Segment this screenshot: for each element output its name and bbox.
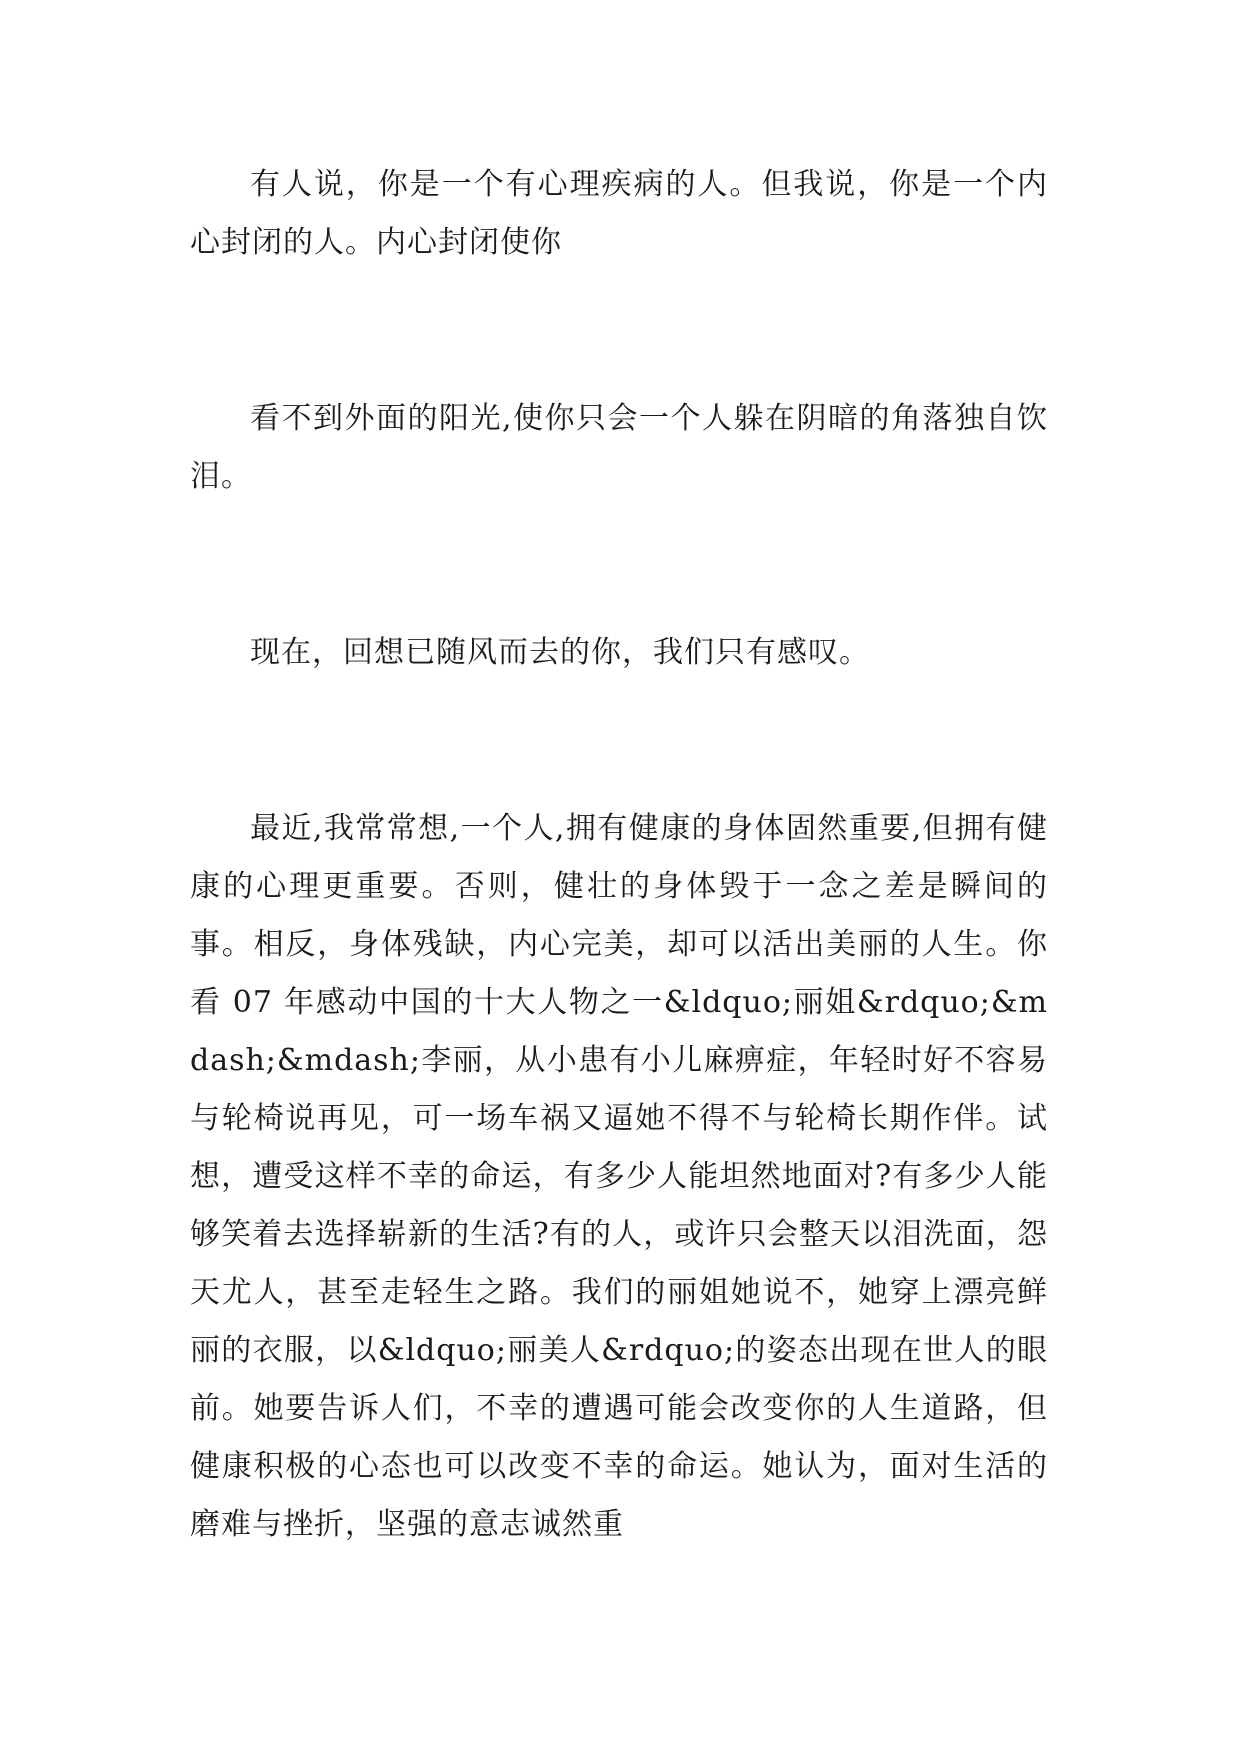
- paragraph-4: 最近,我常常想,一个人,拥有健康的身体固然重要,但拥有健康的心理更重要。否则，健壮的身体毁于一念之差是瞬间的事。相反，身体残缺，内心完美，却可以活出美丽的人生。你看 07 年感动中国的十大人物之一&ldquo;丽姐&rdquo;&mdash;&mdash;李丽，从小患有小儿麻痹症，年轻时好不容易与轮椅说再见，可一场车祸又逼她不得不与轮椅长期作伴。试想，遭受这样不幸的命运，有多少人能坦然地面对?有多少人能够笑着去选择崭新的生活?有的人，或许只会整天以泪洗面，怨天尤人，甚至走轻生之路。我们的丽姐她说不，她穿上漂亮鲜丽的衣服，以&ldquo;丽美人&rdquo;的姿态出现在世人的眼前。她要告诉人们，不幸的遭遇可能会改变你的人生道路，但健康积极的心态也可以改变不幸的命运。她认为，面对生活的磨难与挫折，坚强的意志诚然重: [190, 811, 1048, 1542]
- paragraph-2: 看不到外面的阳光,使你只会一个人躲在阴暗的角落独自饮泪。: [190, 401, 1048, 494]
- paragraph-1: 有人说，你是一个有心理疾病的人。但我说，你是一个内心封闭的人。内心封闭使你: [190, 167, 1048, 260]
- paragraph-3: 现在，回想已随风而去的你，我们只有感叹。: [250, 635, 870, 670]
